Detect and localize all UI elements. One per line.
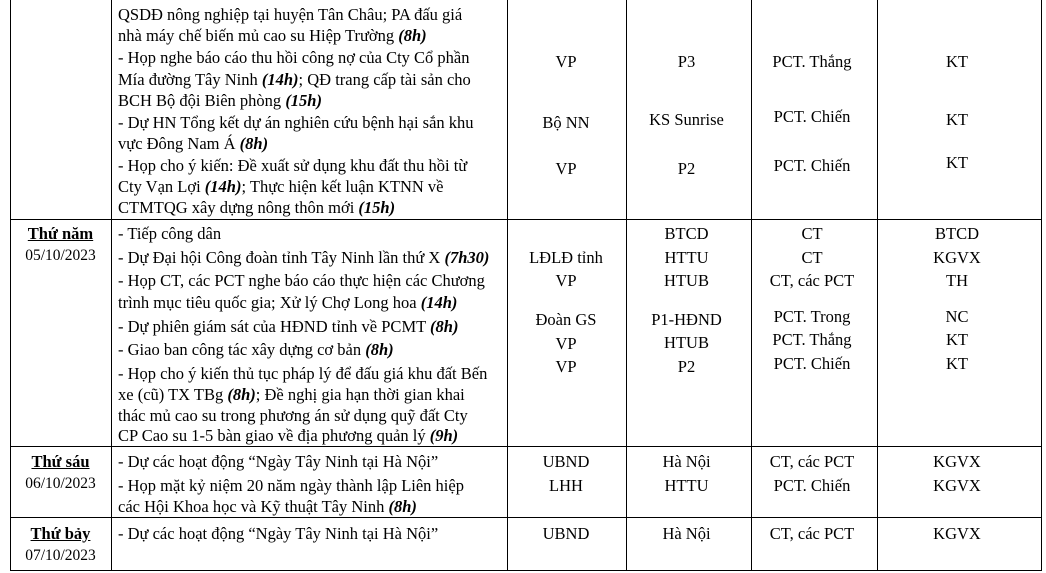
task-text: Mía đường Tây Ninh (14h); QĐ trang cấp tài sản cho <box>118 70 471 89</box>
table-border <box>10 219 1042 220</box>
task-text: trình mục tiêu quốc gia; Xử lý Chợ Long hoa (14h) <box>118 293 458 312</box>
chair-cell: CT, các PCT <box>769 524 855 543</box>
place-cell: HTTU <box>664 476 709 495</box>
unit-cell: Bộ NN <box>542 113 590 132</box>
chair-cell: PCT. Thắng <box>772 52 852 71</box>
prep-cell: KT <box>946 153 968 172</box>
task-text: - Dự các hoạt động “Ngày Tây Ninh tại Hà Nội” <box>118 452 439 471</box>
place-cell: P3 <box>677 52 696 71</box>
prep-cell: KT <box>946 330 968 349</box>
day-label: Thứ sáu <box>31 452 90 471</box>
place-cell: Hà Nội <box>662 524 711 543</box>
place-cell: BTCD <box>664 224 709 243</box>
day-date: 07/10/2023 <box>25 547 96 564</box>
task-text: - Họp CT, các PCT nghe báo cáo thực hiện các Chương <box>118 271 485 290</box>
prep-cell: KGVX <box>933 476 981 495</box>
task-text: BCH Bộ đội Biên phòng (15h) <box>118 91 322 110</box>
unit-cell: VP <box>555 357 577 376</box>
unit-cell: VP <box>555 159 577 178</box>
task-text: - Dự HN Tổng kết dự án nghiên cứu bệnh hại sắn khu <box>118 113 474 132</box>
task-text: CP Cao su 1-5 bàn giao về địa phương quản lý (9h) <box>118 426 459 445</box>
unit-cell: VP <box>555 52 577 71</box>
task-time: (14h) <box>420 293 458 312</box>
unit-cell: Đoàn GS <box>535 310 597 329</box>
task-time: (8h) <box>430 317 459 336</box>
task-time: (8h) <box>365 340 394 359</box>
place-cell: P2 <box>677 159 696 178</box>
task-text: - Họp cho ý kiến thủ tục pháp lý để đấu giá khu đất Bến <box>118 364 488 383</box>
task-time: (14h) <box>204 177 242 196</box>
prep-cell: KT <box>946 52 968 71</box>
day-label: Thứ bảy <box>30 524 91 543</box>
chair-cell: PCT. Thắng <box>772 330 852 349</box>
table-border <box>10 570 1042 571</box>
task-text: QSDĐ nông nghiệp tại huyện Tân Châu; PA đấu giá <box>118 5 463 24</box>
day-label: Thứ năm <box>27 224 94 243</box>
unit-cell: VP <box>555 271 577 290</box>
place-cell: P1-HĐND <box>651 310 722 329</box>
chair-cell: PCT. Chiến <box>773 156 851 175</box>
task-text: - Họp cho ý kiến: Đề xuất sử dụng khu đất thu hồi từ <box>118 156 468 175</box>
unit-cell: LHH <box>549 476 583 495</box>
unit-cell: UBND <box>542 524 590 543</box>
place-cell: HTUB <box>664 333 709 352</box>
task-time: (8h) <box>398 26 427 45</box>
prep-cell: KGVX <box>933 452 981 471</box>
task-time: (15h) <box>358 198 396 217</box>
task-text: - Giao ban công tác xây dựng cơ bản (8h) <box>118 340 394 359</box>
task-time: (14h) <box>261 70 299 89</box>
task-time: (15h) <box>285 91 322 110</box>
task-time: (8h) <box>239 134 269 153</box>
chair-cell: PCT. Chiến <box>773 476 851 495</box>
task-time: (8h) <box>388 497 417 516</box>
table-border <box>507 0 508 571</box>
task-text: nhà máy chế biến mủ cao su Hiệp Trường (8h) <box>118 26 427 45</box>
prep-cell: KT <box>946 354 968 373</box>
place-cell: HTTU <box>664 248 709 267</box>
task-text: thác mủ cao su trong phương án sử dụng quỹ đất Cty <box>118 406 468 425</box>
chair-cell: CT <box>801 224 823 243</box>
table-border <box>1041 0 1042 571</box>
task-time: (7h30) <box>444 248 490 267</box>
chair-cell: PCT. Trong <box>773 307 851 326</box>
unit-cell: LĐLĐ tỉnh <box>529 248 603 267</box>
task-text: - Dự Đại hội Công đoàn tỉnh Tây Ninh lần thứ X (7h30) <box>118 248 490 267</box>
task-text: xe (cũ) TX TBg (8h); Đề nghị gia hạn thời gian khai <box>118 385 465 404</box>
prep-cell: KGVX <box>933 524 981 543</box>
place-cell: Hà Nội <box>662 452 711 471</box>
place-cell: HTUB <box>664 271 709 290</box>
task-text: - Họp mặt kỷ niệm 20 năm ngày thành lập Liên hiệp <box>118 476 464 495</box>
task-time: (9h) <box>429 426 459 445</box>
prep-cell: NC <box>945 307 969 326</box>
unit-cell: VP <box>555 334 577 353</box>
task-text: - Tiếp công dân <box>118 224 222 243</box>
chair-cell: CT, các PCT <box>769 271 855 290</box>
place-cell: KS Sunrise <box>649 110 724 129</box>
task-text: CTMTQG xây dựng nông thôn mới (15h) <box>118 198 396 217</box>
chair-cell: PCT. Chiến <box>773 354 851 373</box>
chair-cell: CT, các PCT <box>769 452 855 471</box>
task-time: (8h) <box>227 385 256 404</box>
prep-cell: KGVX <box>933 248 981 267</box>
prep-cell: BTCD <box>934 224 979 243</box>
task-text: các Hội Khoa học và Kỹ thuật Tây Ninh (8h) <box>118 497 417 516</box>
unit-cell: UBND <box>542 452 590 471</box>
day-date: 06/10/2023 <box>25 475 96 492</box>
task-text: - Dự phiên giám sát của HĐND tỉnh về PCMT (8h) <box>118 317 459 336</box>
place-cell: P2 <box>677 357 696 376</box>
day-date: 05/10/2023 <box>25 247 96 264</box>
prep-cell: TH <box>946 271 968 290</box>
chair-cell: CT <box>801 248 823 267</box>
prep-cell: KT <box>946 110 968 129</box>
chair-cell: PCT. Chiến <box>773 107 851 126</box>
task-text: Cty Vạn Lợi (14h); Thực hiện kết luận KTNN về <box>118 177 444 196</box>
task-text: - Dự các hoạt động “Ngày Tây Ninh tại Hà Nội” <box>118 524 439 543</box>
task-text: vực Đông Nam Á (8h) <box>118 134 269 153</box>
task-text: - Họp nghe báo cáo thu hồi công nợ của Cty Cổ phần <box>118 48 470 67</box>
table-border <box>111 0 112 571</box>
